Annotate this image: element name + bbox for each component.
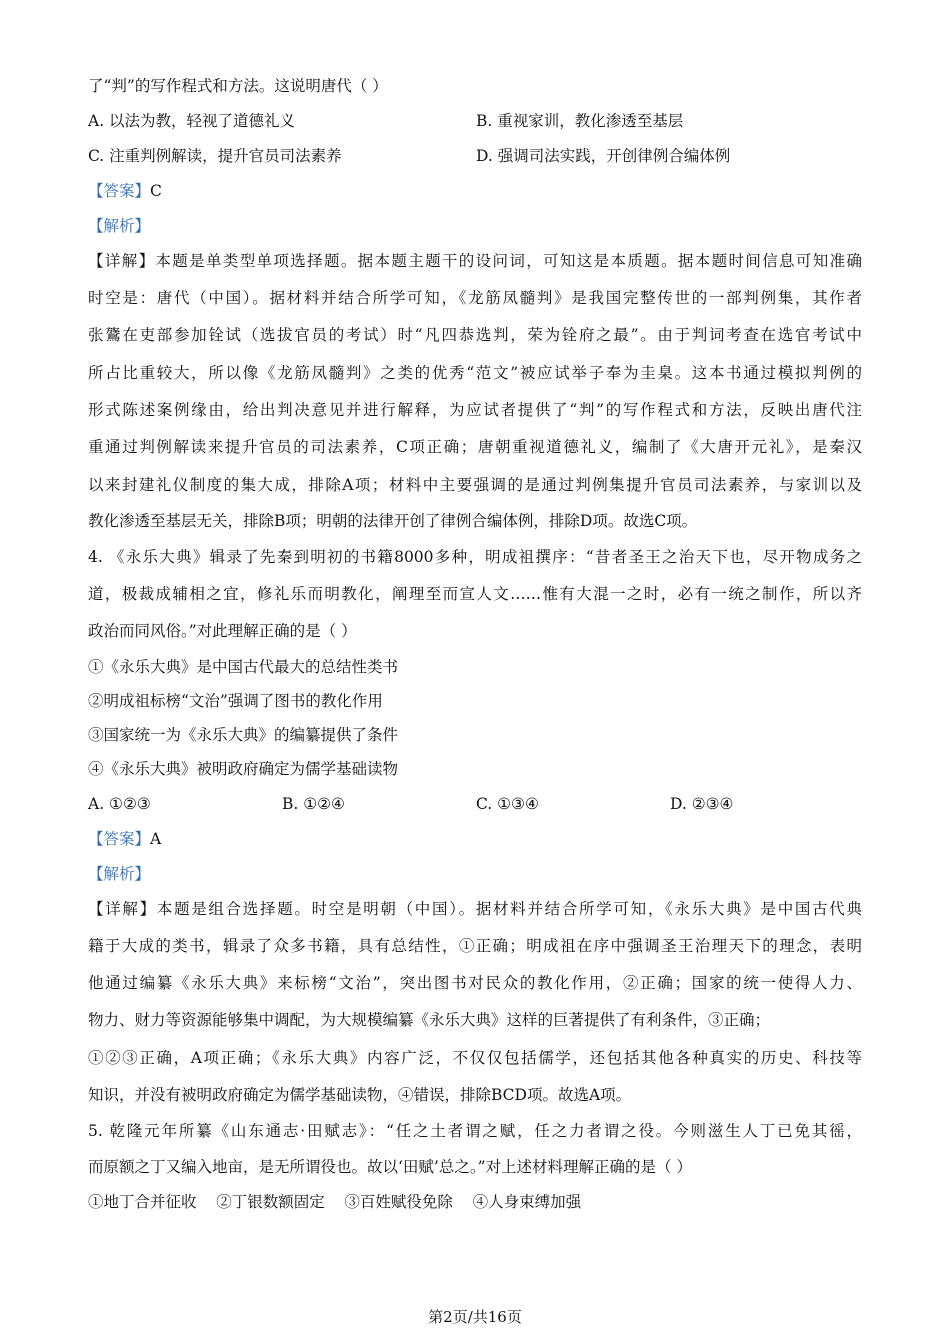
answer-label: 【答案】 (88, 182, 151, 200)
q3-detail-line: 以来封建礼仪制度的集大成，排除A项；材料中主要强调的是通过判例集提升官员司法素养，与家训以及 (88, 476, 862, 494)
q4-statement: ④《永乐大典》被明政府确定为儒学基础读物 (88, 760, 399, 778)
q3-analysis-label: 【解析】 (88, 217, 151, 235)
q3-detail-line: 教化渗透至基层无关，排除B项；明朝的法律开创了律例合编体例，排除D项。故选C项。 (88, 512, 698, 530)
q4-option-c: C. ①③④ (476, 795, 539, 813)
page-footer: 第2页/共16页 (428, 1308, 522, 1326)
q4-stem-line: 政治而同风俗。”对此理解正确的是（ ） (88, 622, 357, 640)
q3-answer (88, 181, 162, 201)
q4-detail-line: 物力、财力等资源能够集中调配，为大规模编纂《永乐大典》这样的巨著提供了有利条件，③正确； (88, 1011, 771, 1029)
q3-detail-line: 重通过判例解读来提升官员的司法素养，C项正确；唐朝重视道德礼义，编制了《大唐开元礼》，是秦汉 (88, 438, 862, 456)
q4-statement: ②明成祖标榜“文治”强调了图书的教化作用 (88, 692, 383, 710)
q3-option-c: C. 注重判例解读，提升官员司法素养 (88, 147, 342, 165)
q3-detail-line: 形式陈述案例缘由，给出判决意见并进行解释，为应试者提供了“判”的写作程式和方法，反映出唐代注 (88, 401, 862, 419)
q4-analysis-label: 【解析】 (88, 865, 151, 883)
q5-stem-line: 5. 乾隆元年所纂《山东通志·田赋志》：“任之土者谓之赋，任之力者谓之役。今则滋生人丁已免其徭， (88, 1122, 862, 1140)
q4-detail-line: 籍于大成的类书，辑录了众多书籍，具有总结性，①正确；明成祖在序中强调圣王治理天下的理念，表明 (88, 937, 862, 955)
q5-stem-line: 而原额之丁又编入地亩，是无所谓役也。故以‘田赋’总之。”对上述材料理解正确的是（ ） (88, 1158, 692, 1176)
q4-statement: ③国家统一为《永乐大典》的编纂提供了条件 (88, 726, 399, 744)
q3-detail-line: 时空是：唐代（中国）。据材料并结合所学可知，《龙筋凤髓判》是我国完整传世的一部判例集，其作者 (88, 289, 862, 307)
detail-label: 【详解】 (88, 900, 157, 918)
answer-value: A (150, 830, 162, 848)
answer-value: C (150, 182, 162, 200)
q4-detail-line: ①②③正确，A项正确；《永乐大典》内容广泛，不仅仅包括儒学，还包括其他各种真实的历史、科技等 (88, 1049, 862, 1067)
q4-option-d: D. ②③④ (670, 795, 734, 813)
q4-detail-line: 知识，并没有被明政府确定为儒学基础读物，④错误，排除BCD项。故选A项。 (88, 1086, 632, 1104)
q3-option-d: D. 强调司法实践，开创律例合编体例 (476, 147, 731, 165)
answer-label: 【答案】 (88, 830, 151, 848)
q4-stem-line: 4. 《永乐大典》辑录了先秦到明初的书籍8000多种，明成祖撰序：“昔者圣王之治天下也，尽开物成务之 (88, 548, 862, 566)
detail-text: 本题是组合选择题。时空是明朝（中国）。据材料并结合所学可知，《永乐大典》是中国古代典 (156, 900, 862, 918)
q4-statement: ①《永乐大典》是中国古代最大的总结性类书 (88, 658, 399, 676)
q4-stem-line: 道，极裁成辅相之宜，修礼乐而明教化，阐理至而宣人文……惟有大混一之时，必有一统之制作，所以齐 (88, 585, 862, 603)
q4-option-b: B. ①②④ (282, 795, 345, 813)
q3-option-a: A. 以法为教，轻视了道德礼义 (88, 112, 296, 130)
q4-detail-line (88, 899, 862, 919)
detail-label: 【详解】 (88, 252, 156, 270)
q4-option-a: A. ①②③ (88, 795, 151, 813)
q3-detail-line: 张鷟在吏部参加铨试（选拔官员的考试）时“凡四恭选判，荣为铨府之最”。由于判词考查在选官考试中 (88, 326, 862, 344)
q5-statements: ①地丁合并征收 ②丁银数额固定 ③百姓赋役免除 ④人身束缚加强 (88, 1193, 582, 1211)
q3-option-b: B. 重视家训，教化渗透至基层 (476, 112, 684, 130)
q3-detail-line (88, 251, 862, 271)
q4-detail-line: 他通过编纂《永乐大典》来标榜“文治”，突出图书对民众的教化作用，②正确；国家的统一使得人力、 (88, 974, 862, 992)
q3-stem-tail: 了“判”的写作程式和方法。这说明唐代（ ） (88, 77, 388, 95)
q3-detail-line: 所占比重较大，所以像《龙筋凤髓判》之类的优秀“范文”被应试举子奉为圭臬。这本书通过模拟判例的 (88, 364, 862, 382)
q4-answer (88, 829, 161, 849)
detail-text: 本题是单类型单项选择题。据本题主题干的设问词，可知这是本质题。据本题时间信息可知准确 (155, 252, 862, 270)
